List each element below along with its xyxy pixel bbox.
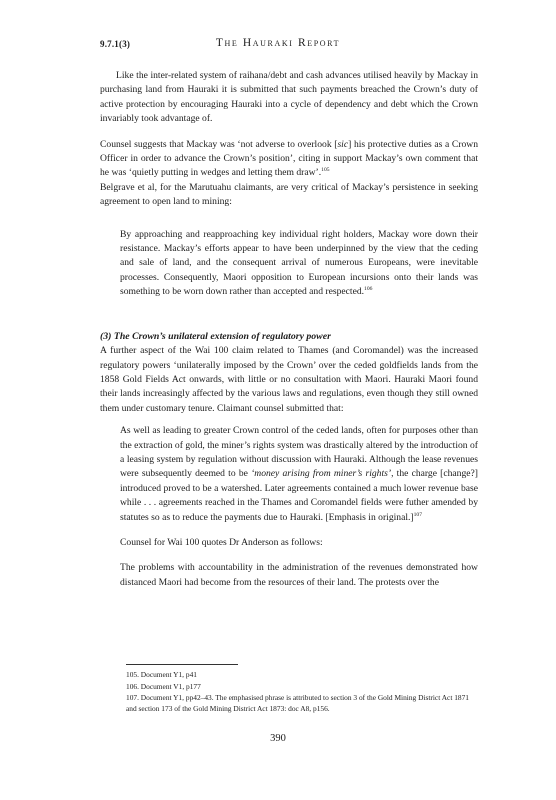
page-number: 390 [270, 733, 286, 744]
paragraph-wai-100-thames: A further aspect of the Wai 100 claim related to Thames (and Coromandel) was the increased regulatory powers ‘unilaterally imposed by the Crown’ over the ceded goldfields lands from the 1858 Gold Fields Act onwards, with little or no consultation with Maori. Hauraki Maori found their lands increasingly affected by the various laws and regulations, even though they still owned them under customary tenure. Claimant counsel submitted that: [100, 345, 478, 414]
quote-text: As well as leading to greater Crown control of the ceded lands, often for purposes other than the extraction of gold, the miner’s rights system was drastically altered by the introduction of a leasing system by regulation without discussion with Hauraki. Although the lease revenues were subsequently deemed to be [120, 425, 478, 480]
emphasis-italic: ‘money arising from miner’s rights’ [251, 468, 392, 480]
quote-text: By approaching and reapproaching key individual right holders, Mackay wore down their resistance. Mackay’s efforts appear to have been underpinned by the view that the ceding and sale of land, and the consequent arrival of numerous Europeans, were inevitable processes. Consequently, Maori opposition to European incursions onto their lands was something to be worn down rather than accepted and respected. [120, 228, 478, 298]
footnote-106: 106. Document V1, p177 [126, 681, 201, 691]
paragraph-counsel-anderson: Counsel for Wai 100 quotes Dr Anderson as follows: [120, 536, 323, 548]
footnote-ref-105: 105 [321, 167, 330, 174]
footnote-105: 105. Document Y1, p41 [126, 670, 197, 679]
paragraph-text: Counsel suggests that Mackay was ‘not adverse to overlook [ [100, 138, 338, 150]
block-quote-belgrave [100, 228, 478, 300]
subheading-regulatory-power: (3) The Crown’s unilateral extension of regulatory power [100, 330, 331, 342]
paragraph-belgrave: Belgrave et al, for the Marutuahu claimants, are very critical of Mackay’s persistence in seeking agreement to open land to mining: [100, 181, 478, 208]
sic-italic: sic [337, 138, 349, 150]
body-text [100, 69, 478, 590]
footnote-rule [126, 664, 238, 665]
paragraph-counsel-mackay [100, 138, 478, 181]
footnote-107: 107. Document Y1, pp42–43. The emphasised phrase is attributed to section 3 of the Gold Mining District Act 1871 and section 173 of the Gold Mining District Act 1873: doc A8, p156. [126, 693, 469, 713]
paragraph-text: ] his protective duties as a Crown Officer in order to advance the Crown’s position’, citing in support Mackay’s own comment that he was ‘quietly putting in wedges and letting them draw’. [100, 138, 479, 179]
section-number: 9.7.1(3) [100, 39, 131, 49]
paragraph-raihana: Like the inter-related system of raihana/debt and cash advances utilised heavily by Mackay in purchasing land from Hauraki it is submitted that such payments breached the Crown’s duty of active protection by encouraging Hauraki into a cycle of dependency and debt which the Crown invariably took advantage of. [100, 70, 478, 125]
footnote-ref-107: 107 [413, 511, 422, 518]
block-quote-claimant-counsel [100, 424, 478, 525]
footnotes [126, 670, 480, 714]
running-head: The Hauraki Report [215, 37, 341, 49]
block-quote-anderson: The problems with accountability in the administration of the revenues demonstrated how distanced Maori had become from the resources of their land. The protests over the [120, 562, 478, 588]
footnote-ref-106: 106 [364, 286, 373, 293]
quote-text: , the charge [change?] introduced proved to be a watershed. Later agreements contained a much lower revenue base while . . . agreements reached in the Thames and Coromandel fields were futher amended by statutes so as to reduce the payments due to Hauraki. [Emphasis in original.] [120, 468, 478, 523]
